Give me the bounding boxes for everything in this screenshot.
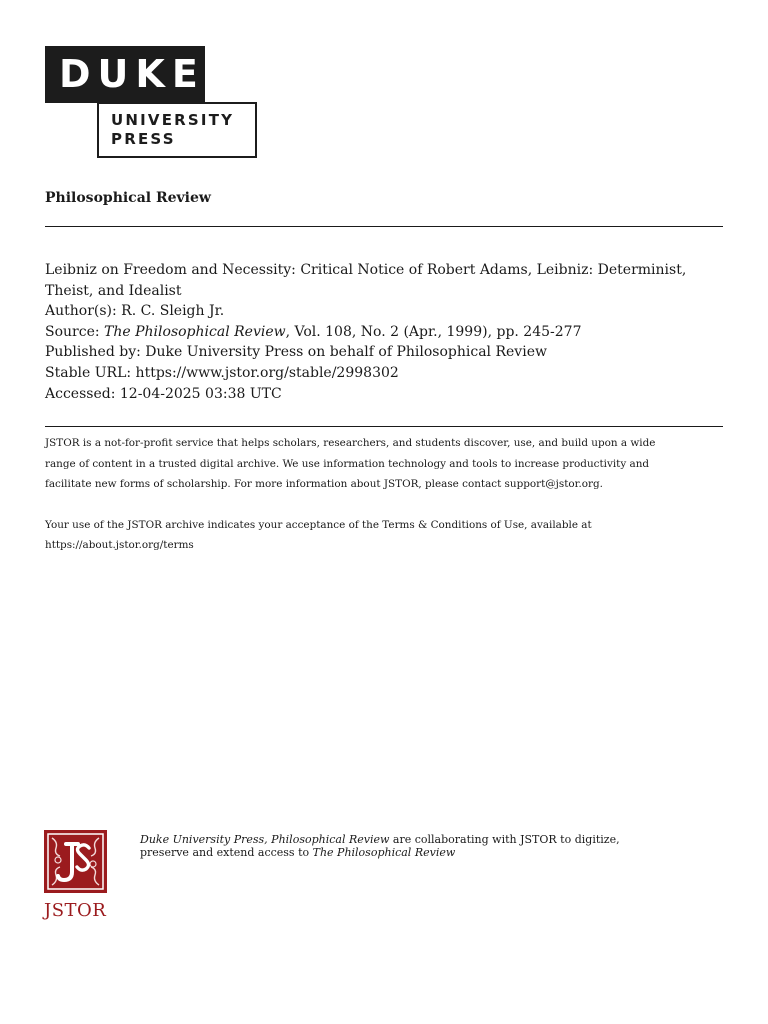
accessed-row: [45, 384, 723, 405]
logo-press-text: PRESS: [111, 130, 176, 148]
collaboration-journal: The Philosophical Review: [312, 846, 456, 859]
source-label: Source:: [45, 323, 100, 340]
jstor-logo: [44, 830, 108, 920]
journal-name: Philosophical Review: [45, 190, 211, 206]
source-row: [45, 322, 723, 343]
divider-bottom: [45, 426, 723, 427]
collaboration-line-2: [140, 846, 730, 859]
duke-university-press-logo: [45, 46, 257, 158]
collaboration-statement: [140, 833, 730, 859]
source-journal: The Philosophical Review: [104, 323, 286, 340]
notice-line-1: JSTOR is a not-for-profit service that helps scholars, researchers, and students discover, use, and build upon a wide: [45, 437, 656, 449]
stable-url-label: Stable URL:: [45, 364, 132, 381]
jstor-seal-icon: [44, 830, 107, 893]
stable-url-link[interactable]: https://www.jstor.org/stable/2998302: [135, 364, 399, 381]
accessed-label: Accessed:: [45, 385, 116, 402]
notice-line-3: facilitate new forms of scholarship. For more information about JSTOR, please contact support@jstor.org.: [45, 478, 603, 491]
collaboration-text-1: are collaborating with JSTOR to digitize,: [389, 833, 620, 846]
authors-row: [45, 301, 723, 322]
collaboration-text-2: preserve and extend access to: [140, 846, 313, 859]
logo-duke-block: DUKE: [45, 46, 205, 103]
article-title-line-2: Theist, and Idealist: [45, 282, 182, 299]
terms-link[interactable]: https://about.jstor.org/terms: [45, 539, 194, 552]
notice-paragraph: [45, 433, 725, 495]
logo-university-text: UNIVERSITY: [111, 111, 235, 129]
published-by-value: Duke University Press on behalf of Philosophical Review: [145, 344, 547, 361]
collaboration-partners: Duke University Press, Philosophical Review: [140, 833, 390, 846]
stable-url-row: [45, 363, 723, 384]
collaboration-line-1: [140, 833, 730, 846]
terms-line-1: Your use of the JSTOR archive indicates your acceptance of the Terms & Conditions of Use, available at: [45, 518, 592, 531]
terms-paragraph: [45, 515, 725, 556]
published-by-label: Published by:: [45, 344, 141, 361]
jstor-notice: [45, 433, 725, 556]
article-metadata: [45, 260, 723, 404]
authors-label: Author(s):: [45, 303, 117, 320]
published-by-row: [45, 342, 723, 363]
jstor-wordmark: JSTOR: [44, 900, 107, 921]
logo-university-press-block: [97, 102, 257, 158]
accessed-value: 12-04-2025 03:38 UTC: [119, 385, 282, 402]
notice-line-2: range of content in a trusted digital archive. We use information technology and tools to increase productivity and: [45, 457, 650, 470]
source-details: , Vol. 108, No. 2 (Apr., 1999), pp. 245-277: [285, 323, 582, 340]
article-title-line-1: Leibniz on Freedom and Necessity: Critical Notice of Robert Adams, Leibniz: Determinist,: [45, 262, 687, 278]
divider-top: [45, 226, 723, 227]
authors-value: R. C. Sleigh Jr.: [121, 303, 225, 320]
